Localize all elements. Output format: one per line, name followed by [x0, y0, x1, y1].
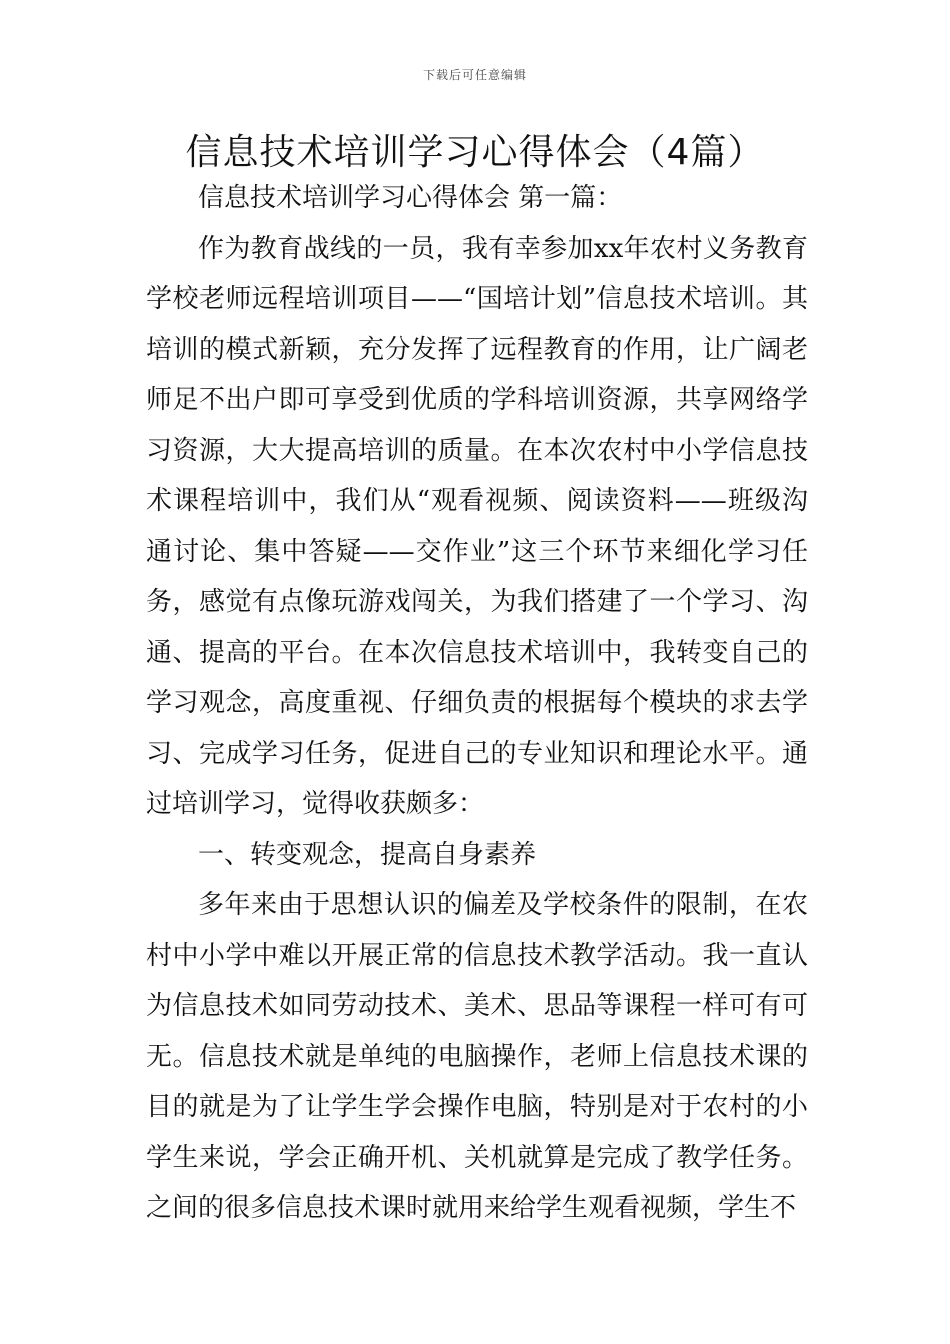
document-title: 信息技术培训学习心得体会（4篇）: [185, 132, 765, 173]
document-body: [146, 173, 808, 1234]
section-subtitle: 信息技术培训学习心得体会 第一篇：: [198, 183, 623, 213]
section-heading: 一、转变观念，提高自身素养: [198, 839, 537, 870]
paragraph: 多年来由于思想认识的偏差及学校条件的限制，在农村中小学中难以开展正常的信息技术教学活动。我一直认为信息技术如同劳动技术、美术、思品等课程一样可有可无。信息技术就是单纯的电脑操作，老师上信息技术课的目的就是为了让学生学会操作电脑，特别是对于农村的小学生来说，学会正确开机、关机就算是完成了教学任务。之间的很多信息技术课时就用来给学生观看视频，学生不: [146, 890, 808, 1223]
paragraph: 作为教育战线的一员，我有幸参加xx年农村义务教育学校老师远程培训项目——“国培计划”信息技术培训。其培训的模式新颖，充分发挥了远程教育的作用，让广阔老师足不出户即可享受到优质的学科培训资源，共享网络学习资源，大大提高培训的质量。在本次农村中小学信息技术课程培训中，我们从“观看视频、阅读资料——班级沟通讨论、集中答疑——交作业”这三个环节来细化学习任务，感觉有点像玩游戏闯关，为我们搭建了一个学习、沟通、提高的平台。在本次信息技术培训中，我转变自己的学习观念，高度重视、仔细负责的根据每个模块的求去学习、完成学习任务，促进自己的专业知识和理论水平。通过培训学习，觉得收获颇多：: [146, 233, 808, 819]
header-note: 下载后可任意编辑: [422, 68, 527, 82]
